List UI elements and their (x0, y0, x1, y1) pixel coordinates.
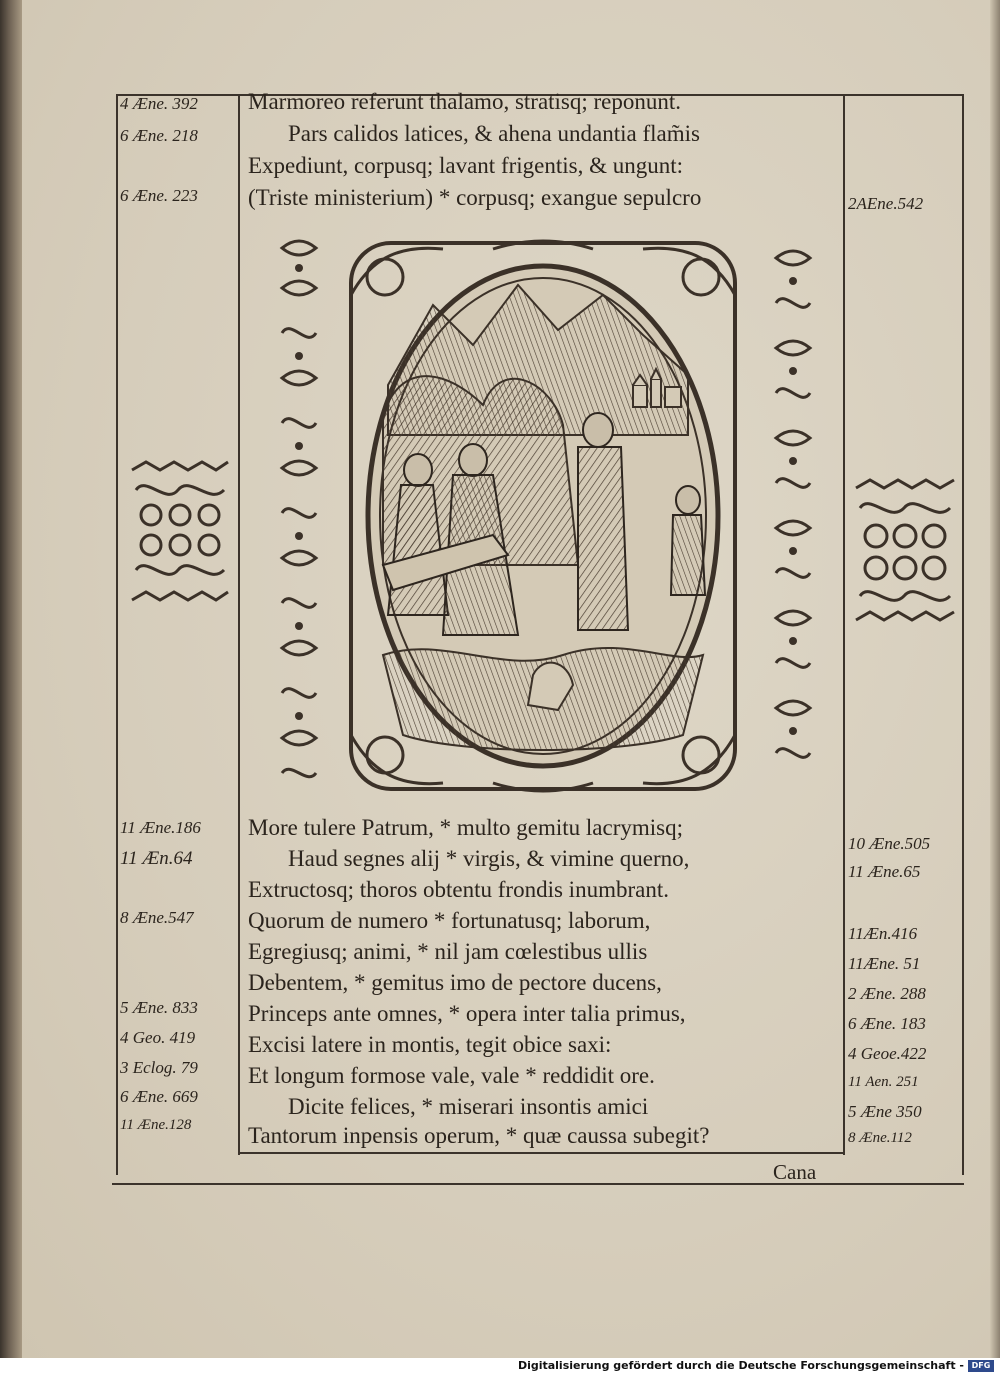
margin-ref: 4 Æne. 392 (120, 94, 198, 113)
verse-line: Haud segnes alij * virgis, & vimine querno, (288, 846, 690, 871)
margin-ref: 5 Æne. 833 (120, 998, 198, 1017)
verse-line: Tantorum inpensis operum, * quæ caussa subegit? (248, 1123, 710, 1148)
margin-ref: 11 Aen. 251 (848, 1074, 919, 1090)
dfg-logo-icon: DFG (968, 1360, 994, 1372)
margin-ref: 8 Æne.547 (120, 908, 194, 927)
catchword: Cana (773, 1160, 817, 1184)
footer-credit: Digitalisierung gefördert durch die Deutsche Forschungsgemeinschaft - (517, 1359, 964, 1372)
ornament-block-left (126, 460, 234, 610)
verse-line: Princeps ante omnes, * opera inter talia primus, (248, 1001, 686, 1026)
margin-ref: 6 Æne. 669 (120, 1087, 198, 1106)
margin-ref: 11Æne. 51 (848, 954, 921, 973)
verse-line: Marmoreo referunt thalamo, stratisq; reponunt. (248, 89, 682, 114)
margin-ref: 4 Geoe.422 (848, 1044, 927, 1063)
margin-ref: 11 Æne.186 (120, 818, 201, 837)
frame-left-rule (116, 95, 118, 1175)
verse-line: (Triste ministerium) * corpusq; exangue sepulcro (248, 185, 702, 210)
bottom-rule (112, 1183, 964, 1185)
verse-line: More tulere Patrum, * multo gemitu lacrymisq; (248, 815, 684, 840)
margin-ref: 2AEne.542 (848, 194, 924, 213)
verse-line: Dicite felices, * miserari insontis amici (288, 1094, 649, 1119)
book-left-edge (0, 0, 22, 1358)
ornament-block-right (850, 478, 960, 628)
verse-line: Expediunt, corpusq; lavant frigentis, & ungunt: (248, 153, 684, 178)
ornament-strip-left (276, 238, 322, 783)
verse-line: Pars calidos latices, & ahena undantia flam̃is (288, 121, 700, 146)
footer-bar (0, 1358, 1000, 1374)
page-right-edge (990, 0, 1000, 1358)
verse-line: Debentem, * gemitus imo de pectore ducens, (248, 970, 662, 995)
margin-ref: 2 Æne. 288 (848, 984, 926, 1003)
verse-line: Et longum formose vale, vale * reddidit ore. (248, 1063, 655, 1088)
margin-ref: 6 Æne. 223 (120, 186, 198, 205)
verse-line: Egregiusq; animi, * nil jam cœlestibus ullis (248, 939, 648, 964)
margin-ref: 11 Æne.65 (848, 862, 921, 881)
margin-ref: 4 Geo. 419 (120, 1028, 196, 1047)
verse-line: Quorum de numero * fortunatusq; laborum, (248, 908, 651, 933)
margin-ref: 5 Æne 350 (848, 1102, 922, 1121)
woodcut-illustration (343, 235, 743, 797)
inner-left-column-rule (238, 95, 240, 1155)
margin-ref: 6 Æne. 218 (120, 126, 198, 145)
frame-right-rule (962, 95, 964, 1175)
ornament-strip-right (770, 248, 816, 783)
margin-ref: 6 Æne. 183 (848, 1014, 926, 1033)
verse-line: Extructosq; thoros obtentu frondis inumbrant. (248, 877, 669, 902)
margin-ref: 11Æn.416 (848, 924, 918, 943)
margin-ref: 11 Æne.128 (120, 1117, 192, 1133)
verse-line: Excisi latere in montis, tegit obice saxi: (248, 1032, 612, 1057)
inner-right-column-rule (843, 95, 845, 1155)
text-underline-rule (238, 1152, 844, 1154)
margin-ref: 11 Æn.64 (120, 848, 193, 869)
margin-ref: 3 Eclog. 79 (120, 1058, 198, 1077)
margin-ref: 10 Æne.505 (848, 834, 931, 853)
margin-ref: 8 Æne.112 (848, 1130, 912, 1146)
